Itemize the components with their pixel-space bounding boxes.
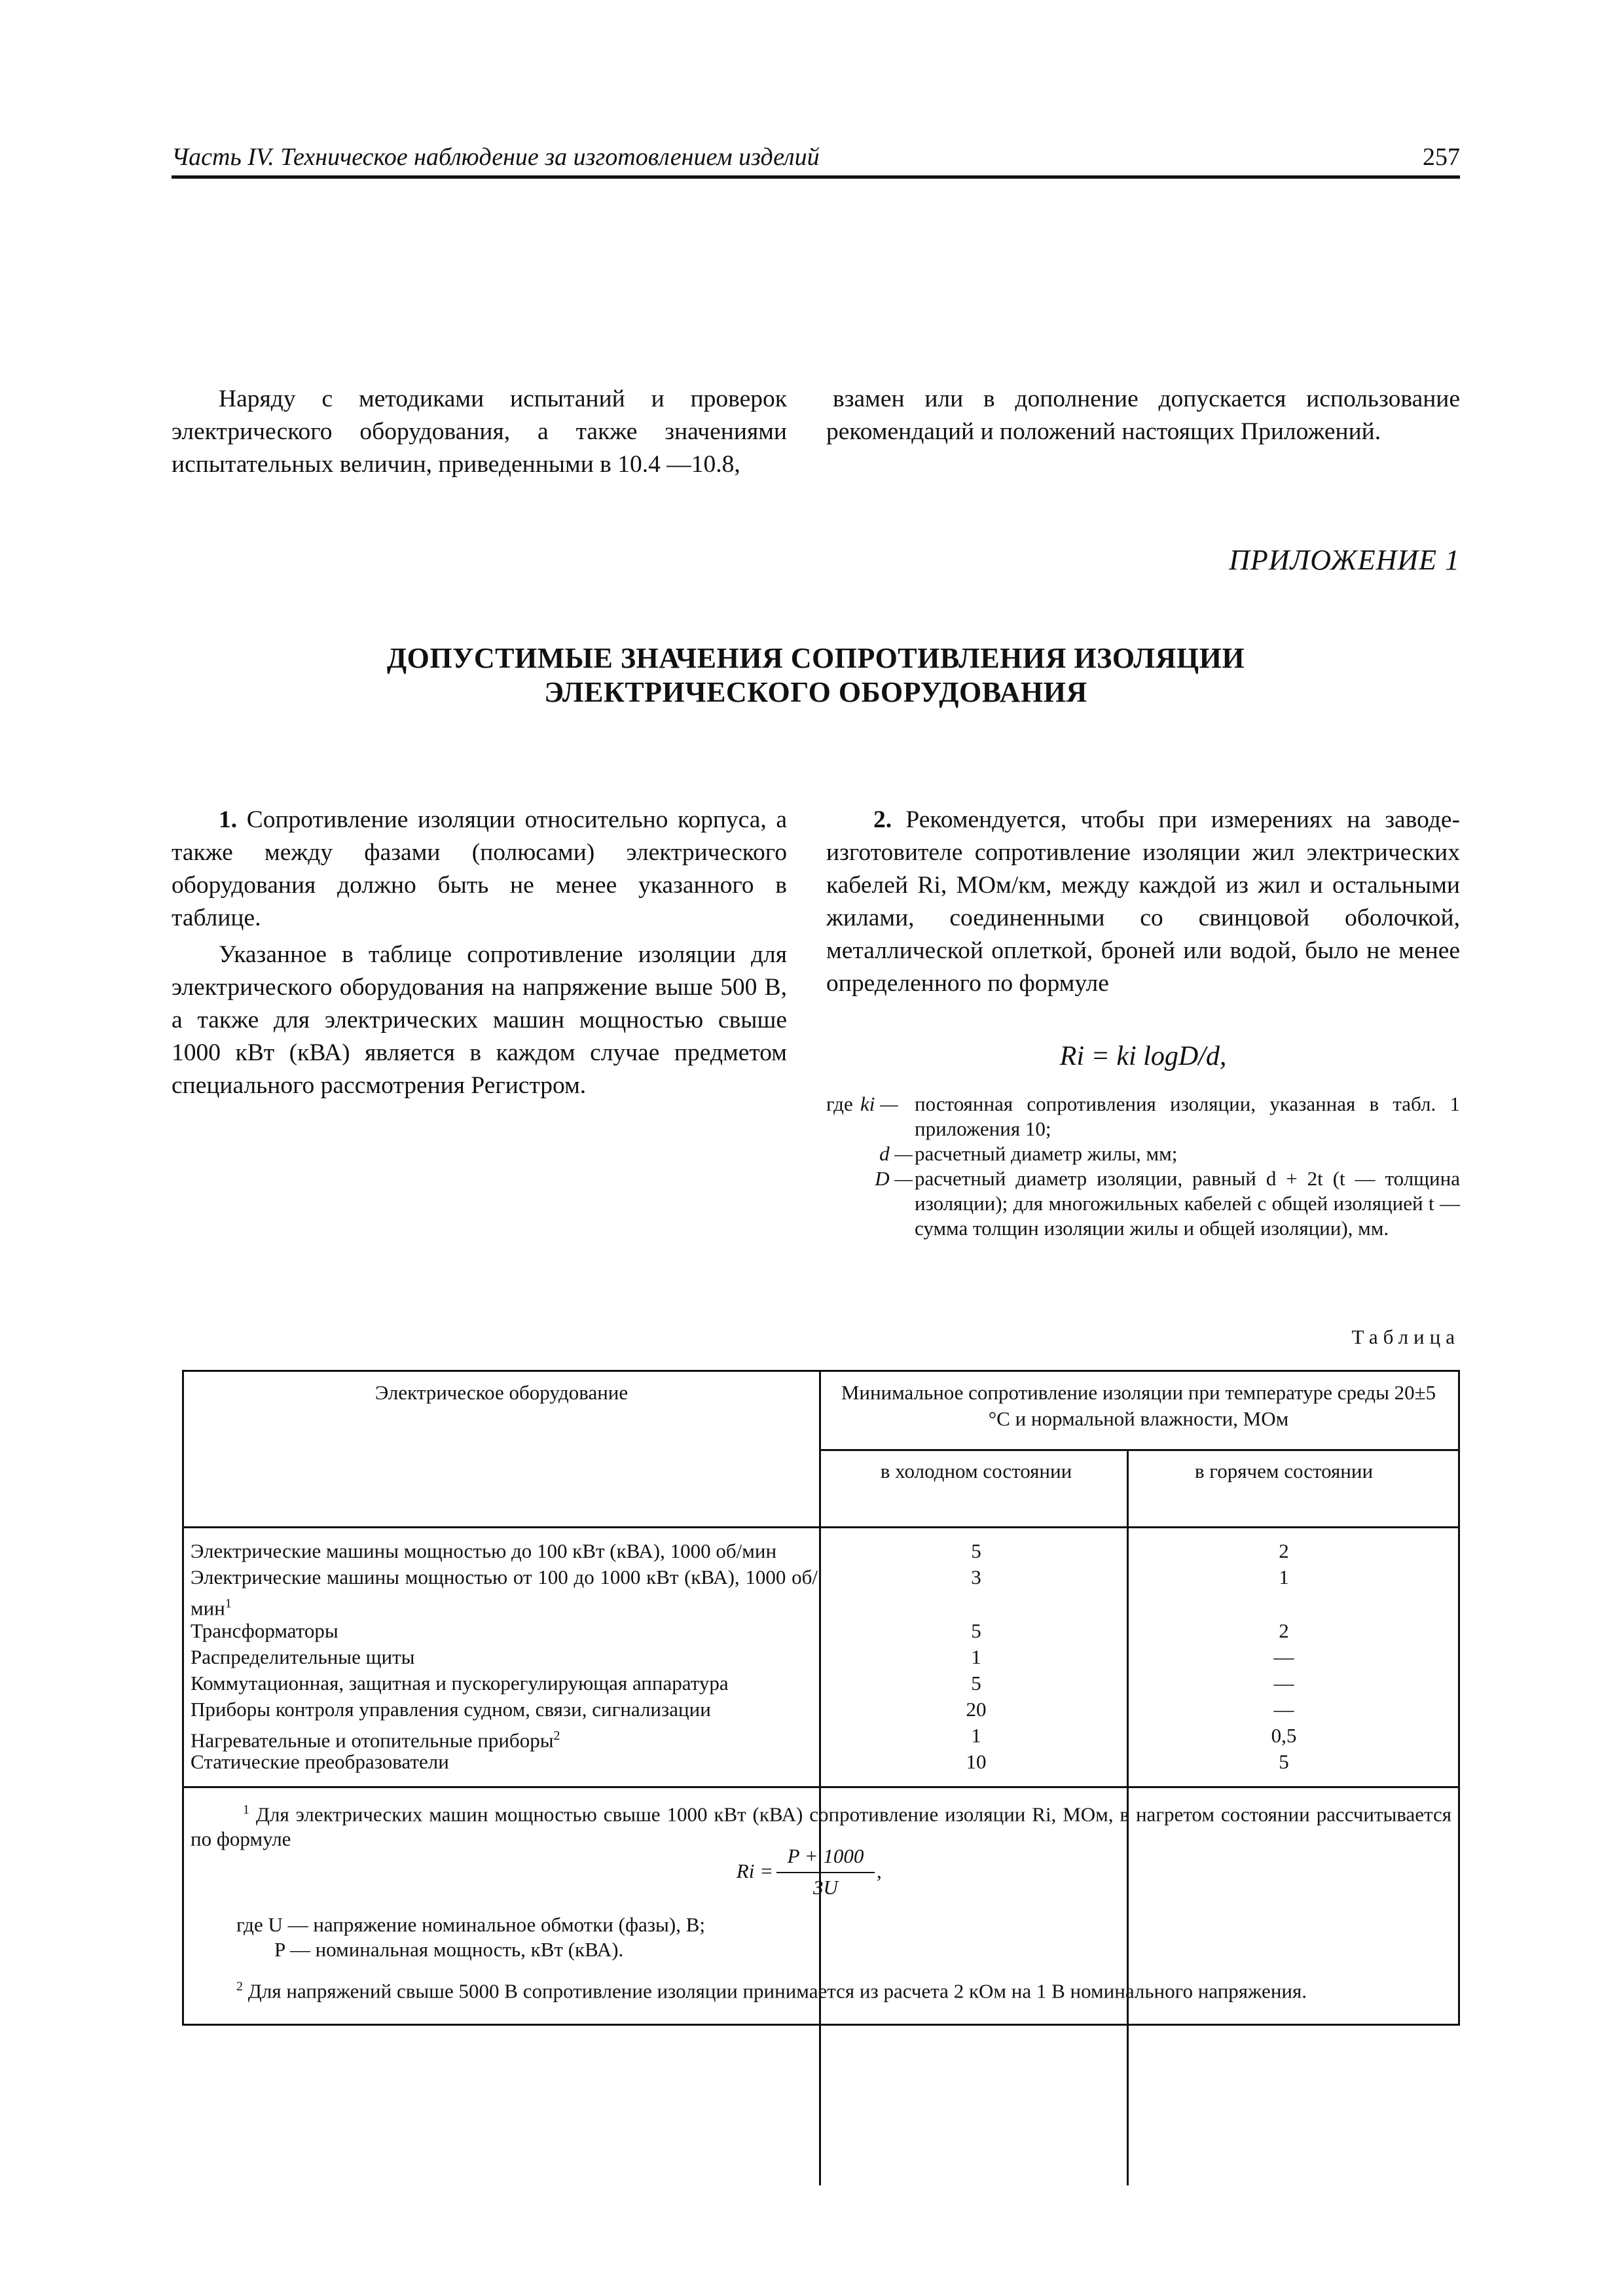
page-number: 257 xyxy=(1423,143,1460,171)
legend-text-d: расчетный диаметр жилы, мм; xyxy=(915,1142,1178,1165)
row-cold: 20 xyxy=(966,1698,987,1721)
row-hot: — xyxy=(1273,1645,1294,1668)
title-line-2: ЭЛЕКТРИЧЕСКОГО ОБОРУДОВАНИЯ xyxy=(544,676,1087,708)
legend-text-ki: постоянная сопротивления изоляции, указанная в табл. 1 приложения 10; xyxy=(915,1092,1460,1140)
row-cold: 5 xyxy=(971,1539,981,1562)
row-hot: — xyxy=(1273,1672,1294,1695)
fraction-bar xyxy=(776,1872,875,1873)
resistance-table xyxy=(182,1370,1460,2026)
row-cold: 10 xyxy=(966,1750,987,1773)
col-header-hot: в горячем состоянии xyxy=(1194,1460,1374,1482)
row-cold: 5 xyxy=(971,1672,981,1695)
row-hot: 0,5 xyxy=(1271,1724,1297,1747)
footnote-1-mark: 1 xyxy=(243,1803,249,1817)
row-hot: 5 xyxy=(1279,1750,1289,1773)
row-hot: — xyxy=(1273,1698,1294,1721)
row-label: Коммутационная, защитная и пускорегулирующая аппаратура xyxy=(191,1672,729,1695)
header-rule xyxy=(172,175,1460,179)
row-footnote-mark: 2 xyxy=(553,1729,560,1743)
section-1 xyxy=(172,804,787,1102)
row-label-text: Нагревательные и отопительные приборы xyxy=(191,1729,554,1752)
legend-text-D: расчетный диаметр изоляции, равный d + 2t (t — толщина изоляции); для многожильных кабелей с общей изоляцией t — сумма толщин изоляции жилы и общей изоляции), мм. xyxy=(915,1167,1460,1240)
section-1-p1 xyxy=(172,804,787,935)
row-label-text: Электрические машины мощностью от 100 до 1000 кВт (кВА), 1000 об/мин xyxy=(191,1566,818,1620)
footnote-rule xyxy=(184,1786,1458,1788)
row-label: Электрические машины мощностью до 100 кВт (кВА), 1000 об/мин xyxy=(191,1539,777,1562)
legend-where: где xyxy=(826,1092,853,1115)
table-caption: Таблица xyxy=(1351,1325,1460,1348)
footnote-1 xyxy=(191,1797,1451,1852)
footnote-1-text: Для электрических машин мощностью свыше 1000 кВт (кВА) сопротивление изоляции Ri, МОм, в нагретом состоянии рассчитывается по формуле xyxy=(191,1803,1452,1851)
formula-ri: Ri = ki logD/d, xyxy=(1059,1041,1227,1071)
section-1-p1-text: Сопротивление изоляции относительно корпуса, а также между фазами (полюсами) электрического оборудования должно быть не менее указанного в таблице. xyxy=(172,806,787,931)
row-label: Трансформаторы xyxy=(191,1619,338,1642)
footnote-where-P: P — номинальная мощность, кВт (кВА). xyxy=(274,1938,624,1961)
row-hot: 2 xyxy=(1279,1619,1289,1642)
row-cold: 1 xyxy=(971,1645,981,1668)
legend-symbol-ki: ki — xyxy=(860,1092,898,1115)
section-2-p1 xyxy=(826,804,1460,1000)
section-2 xyxy=(826,804,1460,1000)
col-header-cold: в холодном состоянии xyxy=(880,1460,1072,1482)
footnote-2-text: Для напряжений свыше 5000 В сопротивление изоляции принимается из расчета 2 кОм на 1 В номинального напряжения. xyxy=(247,1979,1307,2003)
section-2-number: 2. xyxy=(873,806,892,833)
row-label xyxy=(191,1564,818,1621)
footnote-2 xyxy=(236,1974,1448,2003)
page-title xyxy=(172,641,1460,709)
row-hot: 2 xyxy=(1279,1539,1289,1562)
section-1-p2: Указанное в таблице сопротивление изоляции для электрического оборудования на напряжение выше 500 В, а также для электрических машин мощностью свыше 1000 кВт (кВА) является в каждом случае предметом специального рассмотрения Регистром. xyxy=(172,941,787,1099)
header-bottom-rule xyxy=(184,1526,1458,1528)
running-title: Часть IV. Техническое наблюдение за изготовлением изделий xyxy=(172,143,820,171)
intro-right: взамен или в дополнение допускается использование рекомендаций и положений настоящих Приложений. xyxy=(826,386,1460,445)
footnote-2-mark: 2 xyxy=(236,1979,243,1994)
legend-symbol-D: D — xyxy=(875,1167,913,1190)
row-cold: 1 xyxy=(971,1724,981,1747)
section-2-p1-text: Рекомендуется, чтобы при измерениях на заводе-изготовителе сопротивление изоляции жил электрических кабелей Ri, МОм/км, между каждой из жил и остальными жилами, соединенными со свинцовой оболочкой, металлической оплеткой, броней или водой, было не менее определенного по формуле xyxy=(826,806,1460,997)
formula-legend xyxy=(826,1092,1460,1288)
col-divider-1 xyxy=(819,1372,821,2185)
footnote-formula-denominator: 3U xyxy=(813,1876,838,1899)
footnote-formula-tail: , xyxy=(877,1859,882,1882)
footnote-where-U: где U — напряжение номинальное обмотки (фазы), В; xyxy=(236,1913,705,1936)
legend-symbol-d: d — xyxy=(879,1142,913,1165)
row-hot: 1 xyxy=(1279,1566,1289,1588)
col-header-group: Минимальное сопротивление изоляции при температуре среды 20±5 °C и нормальной влажности, МОм xyxy=(841,1381,1436,1430)
footnote-formula-lhs: Ri = xyxy=(736,1859,773,1882)
intro-left: Наряду с методиками испытаний и проверок электрического оборудования, а также значениями испытательных величин, приведенными в 10.4 —10.8, xyxy=(172,386,787,478)
row-label: Статические преобразователи xyxy=(191,1750,449,1773)
col-header-equipment: Электрическое оборудование xyxy=(374,1381,629,1404)
section-1-number: 1. xyxy=(219,806,238,833)
row-cold: 3 xyxy=(971,1566,981,1588)
title-line-1: ДОПУСТИМЫЕ ЗНАЧЕНИЯ СОПРОТИВЛЕНИЯ ИЗОЛЯЦИИ xyxy=(386,642,1245,674)
header-divider xyxy=(819,1449,1458,1451)
row-label: Приборы контроля управления судном, связи, сигнализации xyxy=(191,1698,711,1721)
footnote-formula-numerator: P + 1000 xyxy=(787,1844,864,1867)
row-cold: 5 xyxy=(971,1619,981,1642)
row-label: Распределительные щиты xyxy=(191,1645,415,1668)
row-footnote-mark: 1 xyxy=(225,1596,232,1611)
appendix-label: ПРИЛОЖЕНИЕ 1 xyxy=(1229,544,1460,576)
